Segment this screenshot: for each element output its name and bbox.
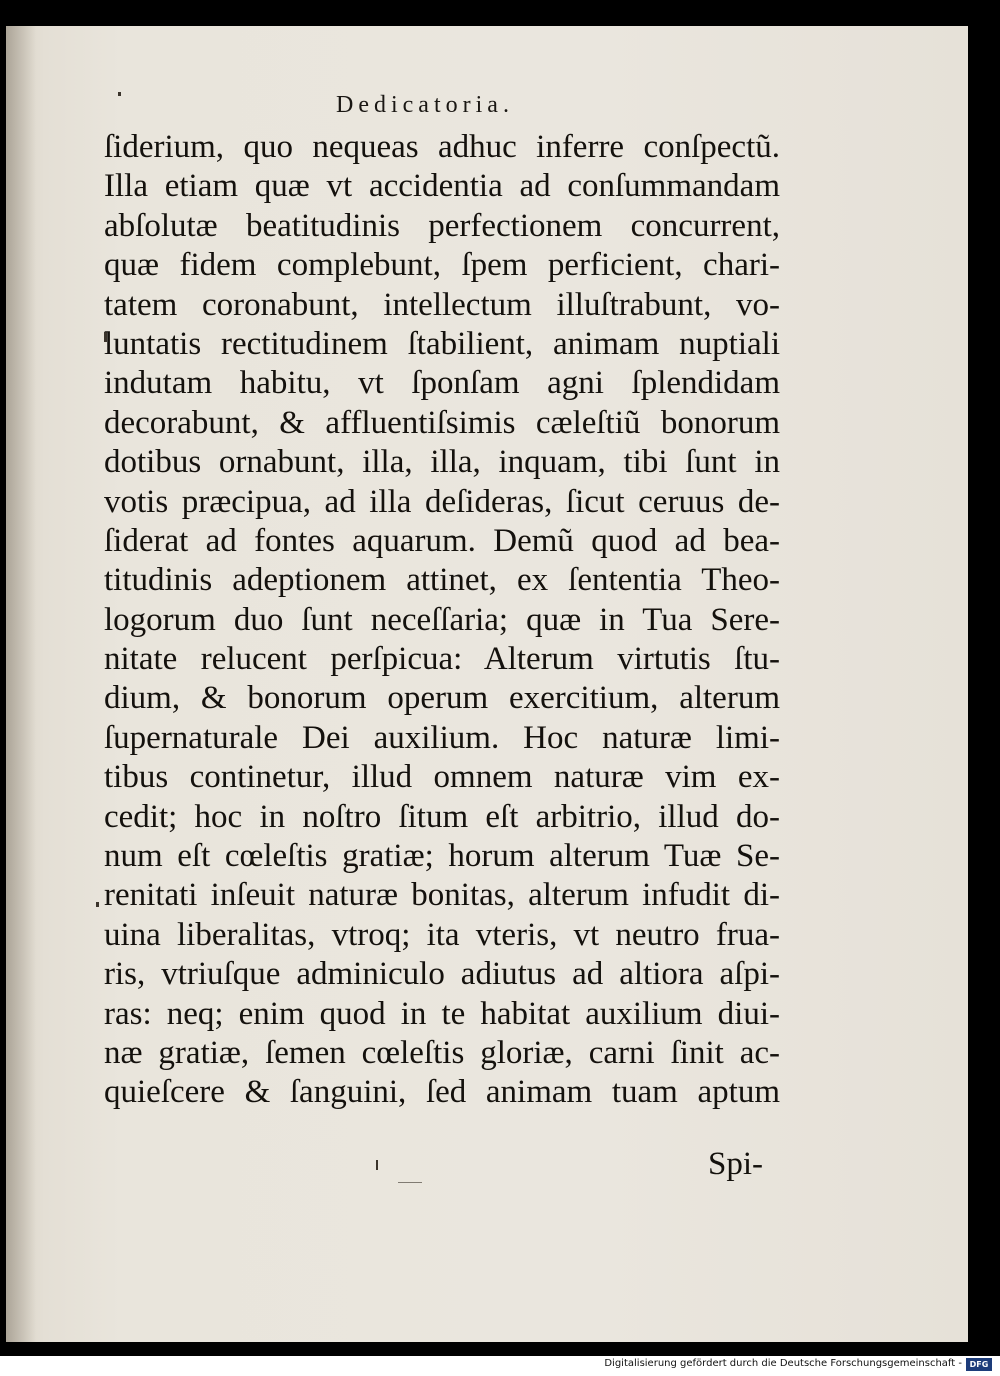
- text-line: ras: neq; enim quod in te habitat auxilium diui-: [104, 995, 780, 1032]
- catchword: Spi-: [707, 1146, 763, 1182]
- text-line: næ gratiæ, ſemen cœleſtis gloriæ, carni ſinit ac-: [104, 1034, 780, 1071]
- text-line: ſiderium, quo nequeas adhuc inferre conſpectũ.: [104, 129, 780, 165]
- ink-speck: [376, 1160, 378, 1170]
- text-line: tibus continetur, illud omnem naturæ vim ex-: [104, 759, 780, 796]
- text-line: indutam habitu, vt ſponſam agni ſplendidam: [104, 365, 780, 402]
- ink-speck: [96, 902, 99, 907]
- text-line: num eſt cœleſtis gratiæ; horum alterum Tuæ Se-: [104, 838, 780, 875]
- text-line: logorum duo ſunt neceſſaria; quæ in Tua Sere-: [104, 601, 780, 638]
- text-line: nitate relucent perſpicua: Alterum virtutis ſtu-: [104, 641, 780, 678]
- running-head: Dedicatoria.: [336, 92, 514, 118]
- text-line: dotibus ornabunt, illa, illa, inquam, tibi ſunt in: [104, 444, 780, 481]
- funding-credit: Digitalisierung gefördert durch die Deutsche Forschungsgemeinschaft -: [604, 1358, 962, 1369]
- text-line: tatem coronabunt, intellectum illuſtrabunt, vo-: [104, 286, 780, 323]
- text-line: uina liberalitas, vtroq; ita vteris, vt neutro frua-: [104, 916, 780, 953]
- text-line: dium, & bonorum operum exercitium, alterum: [104, 680, 780, 717]
- text-line: abſolutæ beatitudinis perfectionem concurrent,: [104, 207, 780, 244]
- text-line: ris, vtriuſque adminiculo adiutus ad altiora aſpi-: [104, 956, 780, 993]
- text-line: ſiderat ad fontes aquarum. Demũ quod ad bea-: [104, 522, 780, 559]
- text-line: votis præcipua, ad illa deſideras, ſicut ceruus de-: [104, 483, 780, 520]
- dfg-logo-icon[interactable]: DFG: [966, 1358, 992, 1371]
- text-line: cedit; hoc in noſtro ſitum eſt arbitrio, illud do-: [104, 798, 780, 835]
- text-line: renitati inſeuit naturæ bonitas, alterum infudit di-: [104, 877, 780, 914]
- text-line: decorabunt, & affluentiſsimis cæleſtiũ bonorum: [104, 404, 780, 441]
- text-line: quieſcere & ſanguini, ſed animam tuam aptum: [104, 1074, 780, 1111]
- text-line: titudinis adeptionem attinet, ex ſententia Theo-: [104, 562, 780, 599]
- text-line: ſupernaturale Dei auxilium. Hoc naturæ limi-: [104, 719, 780, 756]
- book-page: [6, 26, 968, 1342]
- text-line: Illa etiam quæ vt accidentia ad conſummandam: [104, 168, 780, 205]
- body-text: [104, 128, 780, 1113]
- ink-speck: [118, 92, 121, 96]
- text-line: luntatis rectitudinem ſtabilient, animam nuptiali: [104, 325, 780, 362]
- text-line: quæ fidem complebunt, ſpem perficient, chari-: [104, 247, 780, 284]
- spine-shadow: [6, 26, 36, 1342]
- ink-speck: [398, 1182, 422, 1183]
